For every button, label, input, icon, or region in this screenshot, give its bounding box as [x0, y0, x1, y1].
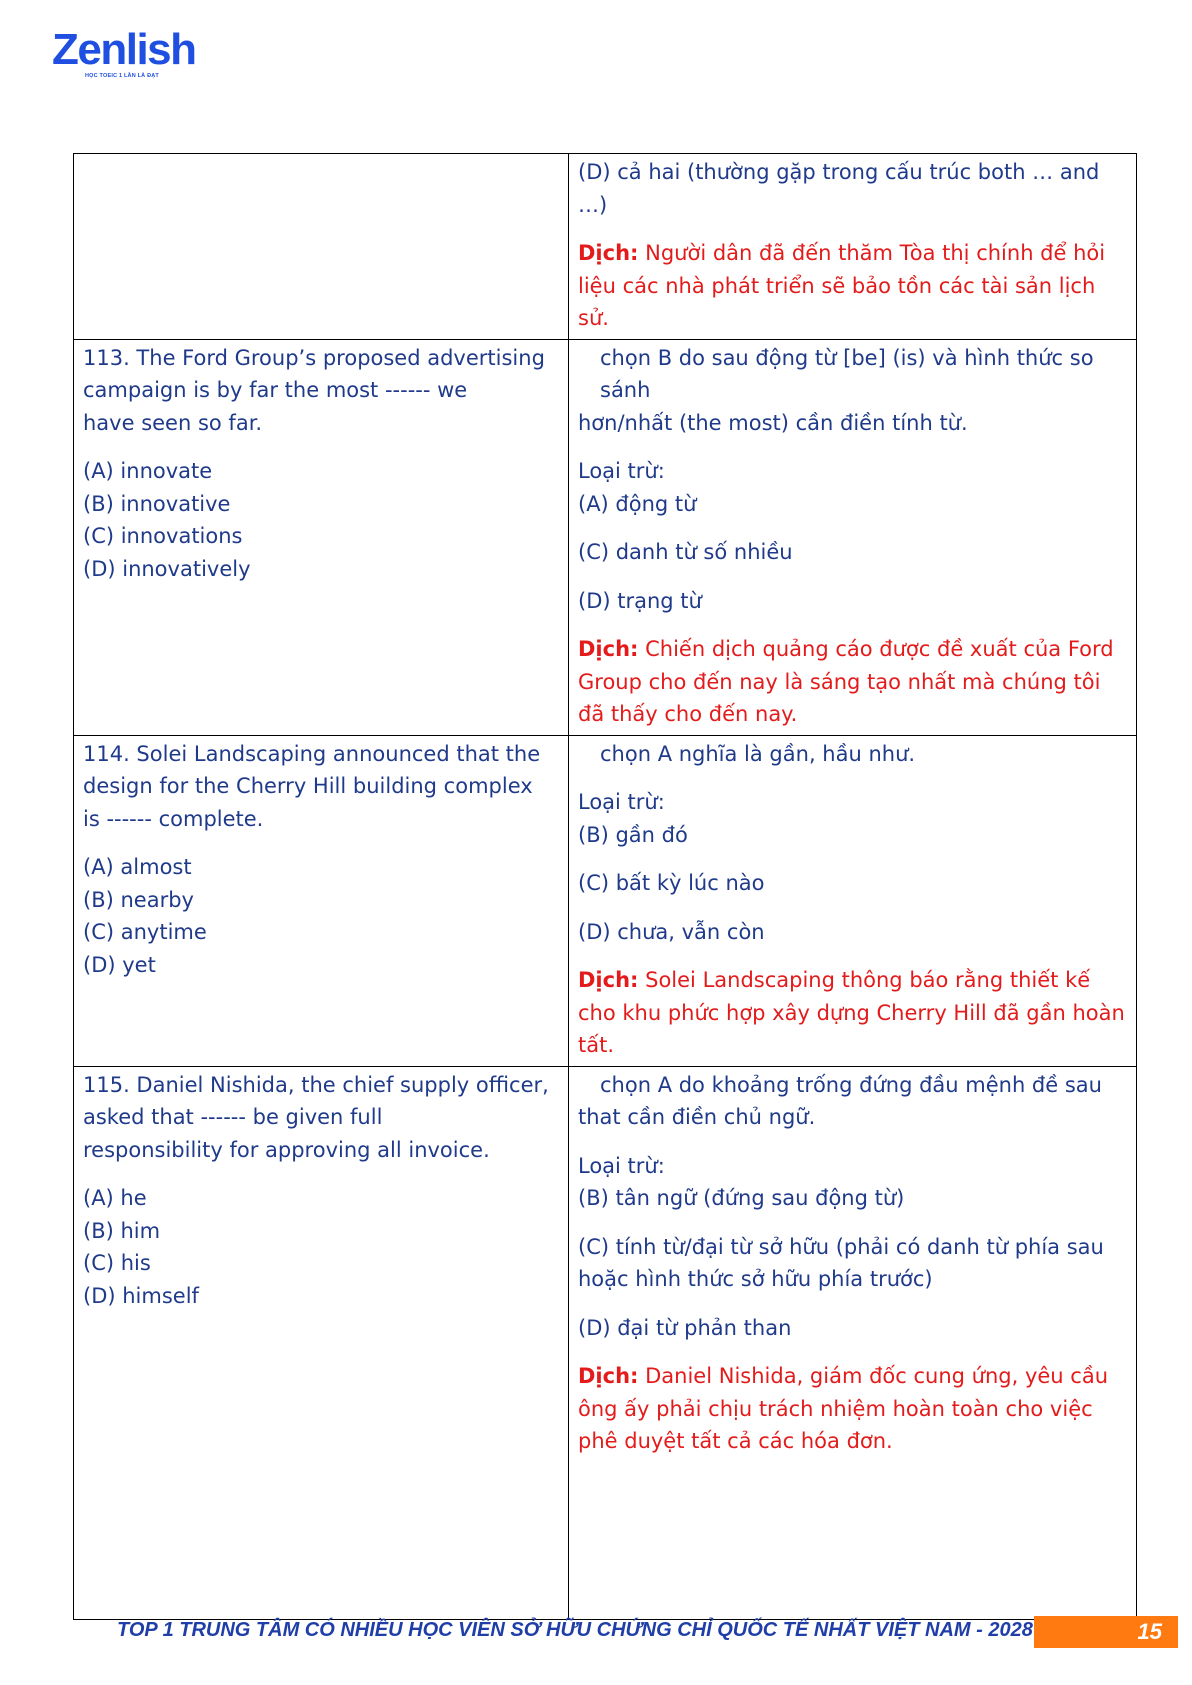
answer-option: (D) yet [83, 952, 156, 977]
exclusion-item: (A) động từ [578, 491, 697, 516]
page-number: 15 [1034, 1616, 1178, 1648]
answer-option: (B) innovative [83, 491, 231, 516]
exclusion-item: (C) tính từ/đại từ sở hữu (phải có danh từ phía sau hoặc hình thức sở hữu phía trước) [578, 1234, 1104, 1291]
table-row [74, 1066, 1137, 1619]
explanation-line: (D) cả hai (thường gặp trong cấu trúc both … and …) [578, 160, 1100, 217]
question-line: asked that ------ be given full [83, 1105, 383, 1129]
answer-cell [569, 1066, 1137, 1619]
exclusion-item: (D) đại từ phản than [578, 1315, 792, 1340]
explanation-line: chọn B do sau động từ [be] (is) và hình thức so sánh [600, 345, 1094, 402]
answer-option: (B) him [83, 1218, 161, 1243]
table-row [74, 154, 1137, 340]
explanation-line: hơn/nhất (the most) cần điền tính từ. [578, 410, 968, 435]
exclusion-label: Loại trừ: [578, 790, 665, 814]
translation-label: Dịch: [578, 241, 639, 265]
answer-option: (B) nearby [83, 887, 194, 912]
question-line: 114. Solei Landscaping announced that the [83, 741, 541, 766]
question-line: responsibility for approving all invoice. [83, 1137, 490, 1162]
question-line: campaign is by far the most ------ we [83, 378, 468, 402]
brand-logo [52, 25, 212, 80]
answer-option: (C) anytime [83, 920, 207, 944]
exclusion-item: (C) danh từ số nhiều [578, 540, 793, 564]
answer-option: (A) innovate [83, 459, 213, 483]
translation-label: Dịch: [578, 637, 639, 661]
answer-cell [569, 339, 1137, 735]
table-row [74, 735, 1137, 1066]
question-cell [74, 339, 569, 735]
question-line: design for the Cherry Hill building complex [83, 774, 533, 798]
question-cell [74, 1066, 569, 1619]
answer-option: (D) innovatively [83, 556, 251, 581]
answer-option: (A) he [83, 1186, 147, 1210]
table-row [74, 339, 1137, 735]
answer-cell [569, 154, 1137, 340]
question-line: 115. Daniel Nishida, the chief supply officer, [83, 1072, 549, 1097]
translation-label: Dịch: [578, 1364, 639, 1388]
logo-wordmark: Zenlish [52, 25, 196, 74]
translation [578, 633, 1127, 731]
translation [578, 964, 1127, 1062]
question-line: is ------ complete. [83, 806, 264, 831]
translation [578, 1360, 1127, 1458]
answer-option: (A) almost [83, 855, 192, 879]
translation-text: Solei Landscaping thông báo rằng thiết kế cho khu phức hợp xây dựng Cherry Hill đã gần hoàn tất. [578, 968, 1125, 1057]
translation-text: Người dân đã đến thăm Tòa thị chính để hỏi liệu các nhà phát triển sẽ bảo tồn các tài sản lịch sử. [578, 241, 1106, 330]
answer-option: (C) innovations [83, 524, 243, 548]
exclusion-item: (D) trạng từ [578, 588, 702, 613]
question-line: have seen so far. [83, 410, 263, 435]
question-answer-table [73, 153, 1137, 1620]
logo-tagline: HỌC TOEIC 1 LẦN LÀ ĐẠT [85, 73, 159, 79]
question-cell [74, 735, 569, 1066]
translation-label: Dịch: [578, 968, 639, 992]
exclusion-item: (C) bất kỳ lúc nào [578, 871, 765, 895]
explanation-line: chọn A do khoảng trống đứng đầu mệnh đề sau [600, 1072, 1102, 1097]
explanation-line: that cần điền chủ ngữ. [578, 1105, 816, 1129]
explanation-line: chọn A nghĩa là gần, hầu như. [600, 741, 916, 766]
translation-text: Chiến dịch quảng cáo được đề xuất của Ford Group cho đến nay là sáng tạo nhất mà chúng tôi đã thấy cho đến nay. [578, 637, 1114, 726]
question-line: 113. The Ford Group’s proposed advertising [83, 345, 545, 370]
translation [578, 237, 1127, 335]
exclusion-item: (D) chưa, vẫn còn [578, 919, 765, 944]
footer-slogan: TOP 1 TRUNG TÂM CÓ NHIỀU HỌC VIÊN SỞ HỮU CHỨNG CHỈ QUỐC TẾ NHẤT VIỆT NAM - 2028 [117, 1619, 1033, 1641]
translation-text: Daniel Nishida, giám đốc cung ứng, yêu cầu ông ấy phải chịu trách nhiệm hoàn toàn cho việc phê duyệt tất cả các hóa đơn. [578, 1364, 1109, 1453]
question-cell [74, 154, 569, 340]
answer-option: (D) himself [83, 1283, 199, 1308]
exclusion-label: Loại trừ: [578, 1153, 665, 1178]
exclusion-item: (B) tân ngữ (đứng sau động từ) [578, 1186, 905, 1210]
answer-cell [569, 735, 1137, 1066]
answer-option: (C) his [83, 1251, 151, 1275]
exclusion-item: (B) gần đó [578, 822, 688, 847]
exclusion-label: Loại trừ: [578, 459, 665, 483]
